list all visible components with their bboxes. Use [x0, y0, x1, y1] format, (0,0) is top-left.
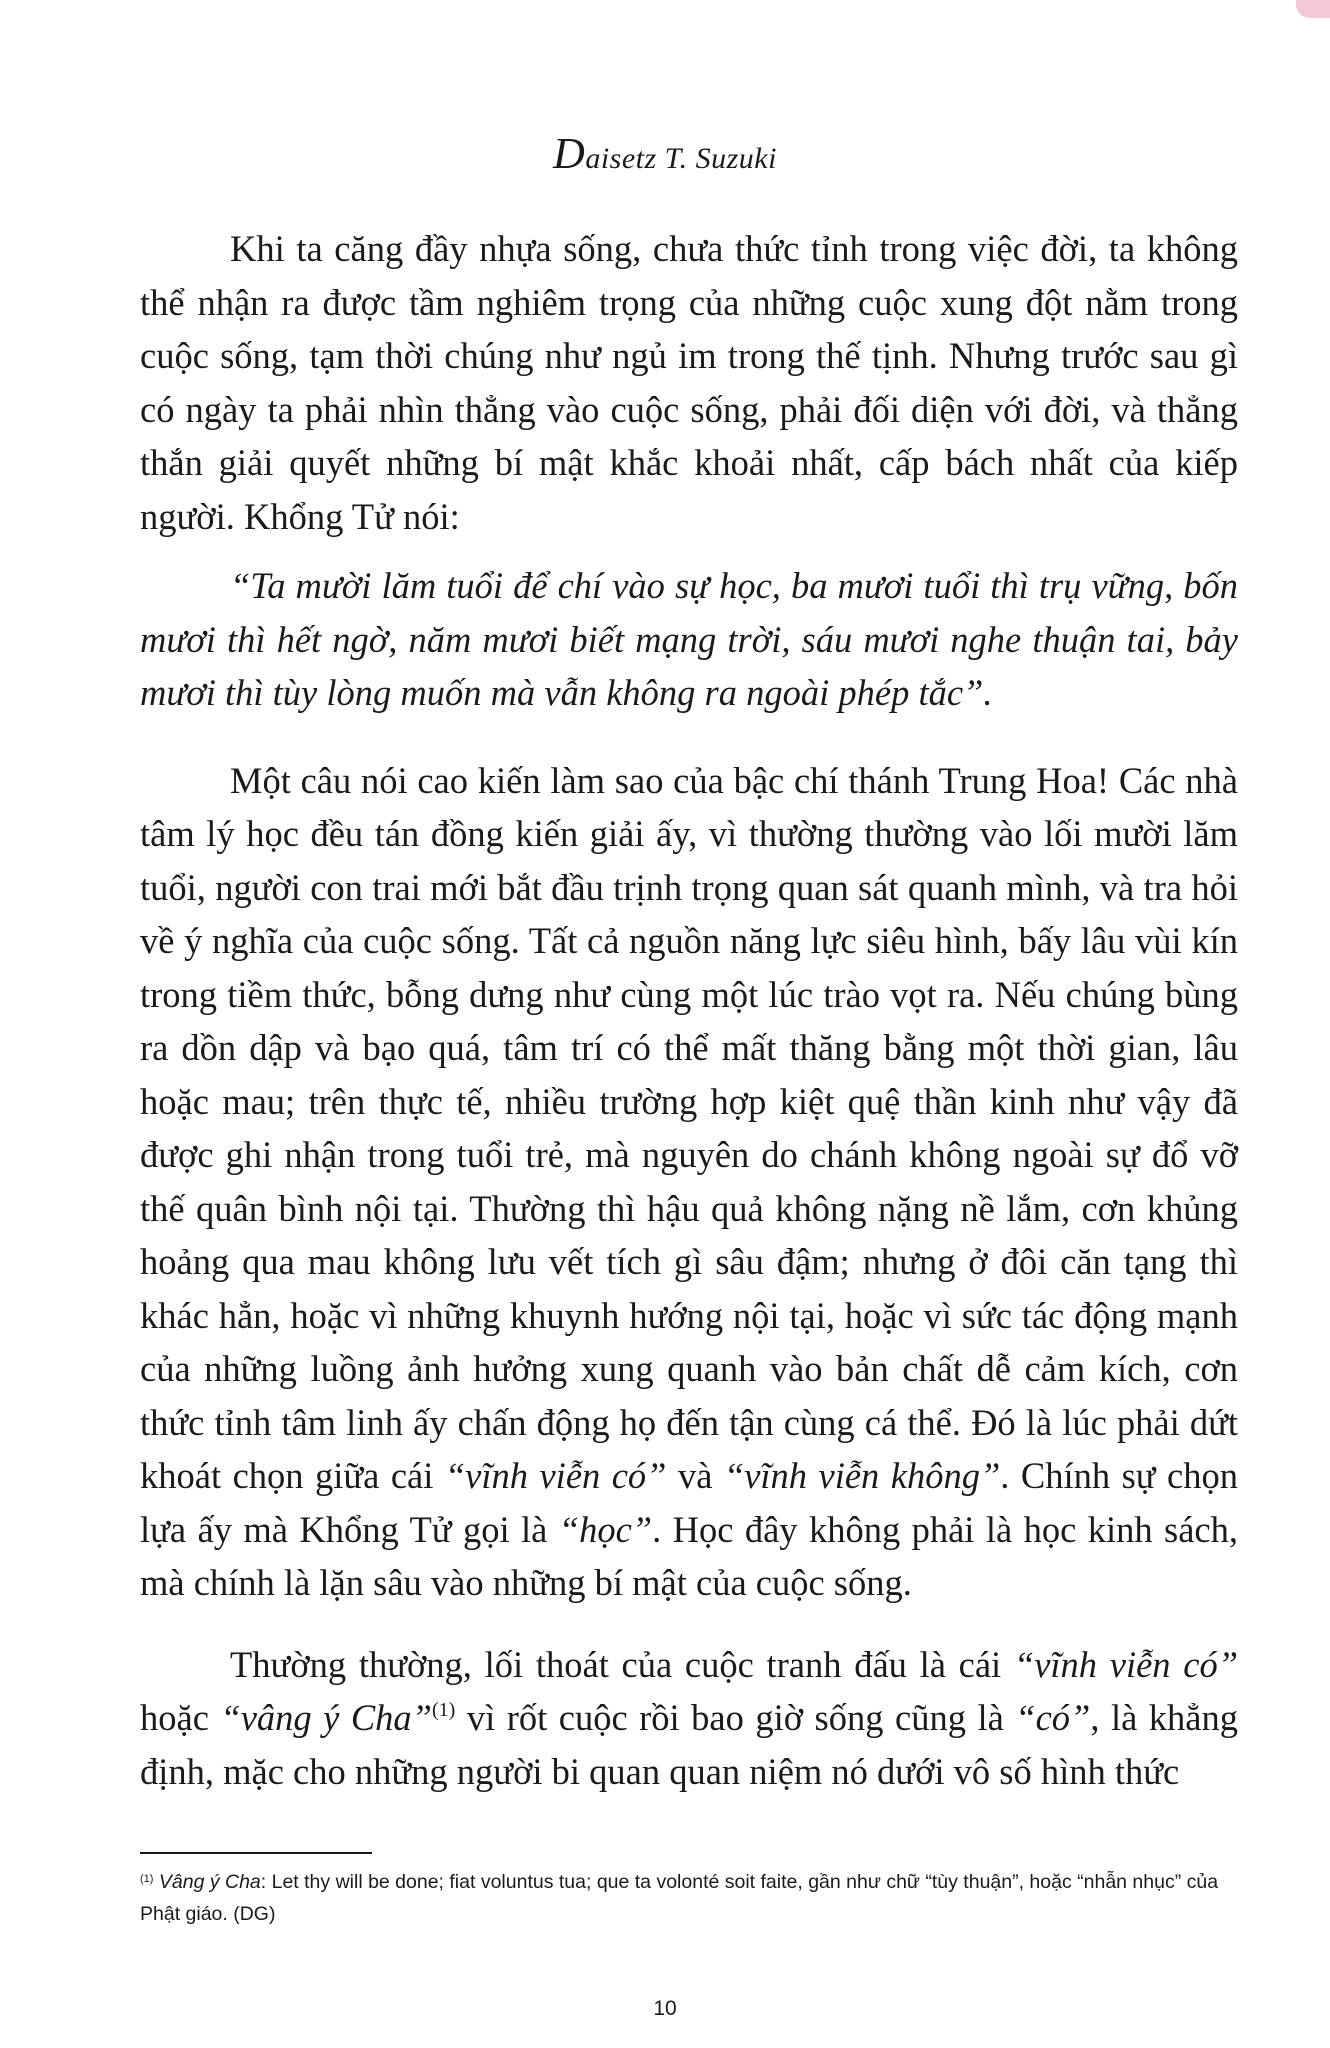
paragraph-3-emphasis-1: “vĩnh viễn có”	[1013, 1643, 1238, 1685]
paragraph-3-emphasis-3: “có”	[1015, 1697, 1091, 1738]
corner-color-mark	[1296, 0, 1330, 18]
paragraph-1: Khi ta căng đầy nhựa sống, chưa thức tỉnh trong việc đời, ta không thể nhận ra được tầm nghiêm trọng của những cuộc xung đột nằm trong cuộc sống, tạm thời chúng như ngủ im trong thế tịnh. Nhưng trước sau gì có ngày ta phải nhìn thẳng vào cuộc sống, phải đối diện với đời, và thẳng thắn giải quyết những bí mật khắc khoải nhất, cấp bách nhất của kiếp người. Khổng Tử nói:	[140, 228, 1238, 537]
paragraph-2-text-b: và	[666, 1455, 724, 1496]
paragraph-2	[140, 754, 1238, 1610]
footnote-text: : Let thy will be done; fiat voluntus tua; que ta volonté soit faite, gần như chữ “tùy thuận”, hoặc “nhẫn nhục” của Phật giáo. (DG)	[140, 1871, 1219, 1925]
paragraph-2-emphasis-1: “vĩnh viễn có”	[444, 1455, 667, 1496]
paragraph-2-text-d: . Học đây không phải là học kinh sách, mà chính là lặn sâu vào những bí mật của cuộc sống.	[140, 1508, 1238, 1603]
footnote-term: Vâng ý Cha	[158, 1871, 261, 1893]
paragraph-2-emphasis-3: “học”	[558, 1508, 653, 1550]
header-author: aisetz T. Suzuki	[585, 142, 777, 175]
paragraph-3-text-d: , là khẳng định, mặc cho những người bi quan quan niệm nó dưới vô số hình thức	[140, 1697, 1238, 1792]
header-initial: D	[553, 129, 586, 178]
footnote-divider	[140, 1852, 372, 1854]
footnote-reference[interactable]: (1)	[432, 1699, 456, 1721]
running-header	[0, 128, 1330, 179]
paragraph-2-text-c: . Chính sự chọn lựa ấy mà Khổng Tử gọi là	[140, 1455, 1239, 1550]
paragraph-2-emphasis-2: “vĩnh viễn không”	[723, 1455, 1001, 1496]
confucius-quote: “Ta mười lăm tuổi để chí vào sự học, ba mươi tuổi thì trụ vững, bốn mươi thì hết ngờ, năm mươi biết mạng trời, sáu mươi nghe thuận tai, bảy mươi thì tùy lòng muốn mà vẫn không ra ngoài phép tắc”.	[140, 565, 1238, 713]
footnote	[140, 1866, 1238, 1930]
paragraph-3	[140, 1638, 1238, 1799]
paragraph-3-text-b: hoặc	[140, 1697, 221, 1738]
paragraph-3-text-a: Thường thường, lối thoát của cuộc tranh đấu là cái	[230, 1643, 1014, 1685]
paragraph-3-emphasis-2: “vâng ý Cha”	[220, 1697, 432, 1738]
paragraph-3-text-c: vì rốt cuộc rồi bao giờ sống cũng là	[455, 1697, 1016, 1738]
page-number: 10	[653, 1997, 677, 2020]
paragraph-2-text-a: Một câu nói cao kiến làm sao của bậc chí thánh Trung Hoa! Các nhà tâm lý học đều tán đồng kiến giải ấy, vì thường thường vào lối mười lăm tuổi, người con trai mới bắt đầu trịnh trọng quan sát quanh mình, và tra hỏi về ý nghĩa của cuộc sống. Tất cả nguồn năng lực siêu hình, bấy lâu vùi kín trong tiềm thức, bỗng dưng như cùng một lúc trào vọt ra. Nếu chúng bùng ra dồn dập và bạo quá, tâm trí có thể mất thăng bằng một thời gian, lâu hoặc mau; trên thực tế, nhiều trường hợp kiệt quệ thần kinh như vậy đã được ghi nhận trong tuổi trẻ, mà nguyên do chánh không ngoài sự đổ vỡ thế quân bình nội tại. Thường thì hậu quả không nặng nề lắm, cơn khủng hoảng qua mau không lưu vết tích gì sâu đậm; nhưng ở đôi căn tạng thì khác hẳn, hoặc vì những khuynh hướng nội tại, hoặc vì sức tác động mạnh của những luồng ảnh hưởng xung quanh vào bản chất dễ cảm kích, cơn thức tỉnh tâm linh ấy chấn động họ đến tận cùng cá thể. Đó là lúc phải dứt khoát chọn giữa cái	[140, 759, 1238, 1496]
footnote-marker: (1)	[140, 1873, 154, 1885]
body-text	[140, 222, 1238, 1798]
